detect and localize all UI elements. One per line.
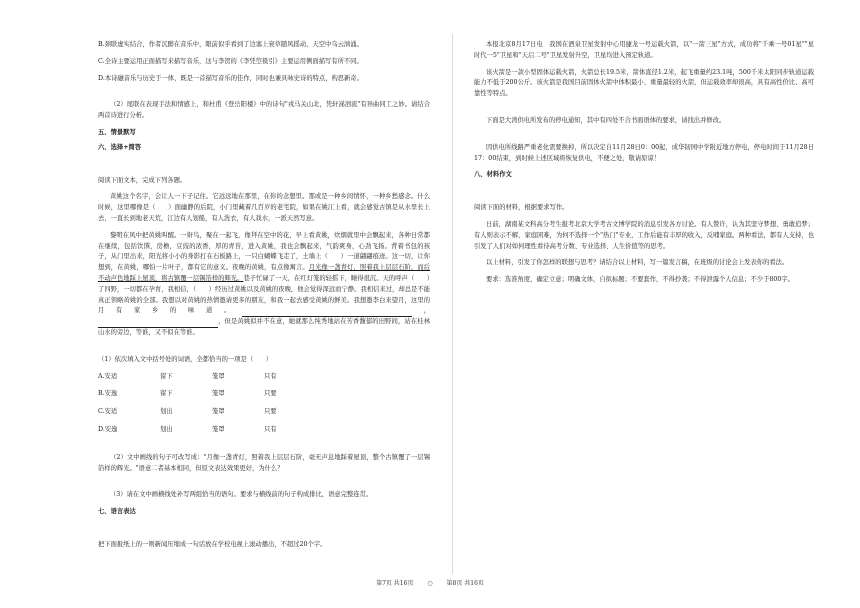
material-paragraph-1: 日前，湖南某文科高分考生报考北京大学考古文博学院的消息引发各方讨论。有人赞许，认为其坚守梦想、勇敢追梦；有人则表示不解，家庭困难，为何不选择一个"热门"专业，工作后能有丰厚的收入，反哺家庭。两种看法，都有人支持，也引发了人们对如何理性看待高考分数、专业选择、人生价值等的思考。 bbox=[474, 220, 814, 250]
power-outage-notice: 因供电所线路严重老化需要换掉，所以决定自11月28日0：00起，成华韧园中学附近地方停电，停电时间于11月28日17：00结束，到时候上述区域将恢复供电，不便之处，敬请原谅！ bbox=[474, 143, 814, 162]
option-word: 只有 bbox=[264, 425, 277, 433]
question-2-poem: （2）尾联在表现手法和情感上，和杜甫《登岳阳楼》中的诗句"戎马关山北，凭轩涕泗流"有异曲同工之妙。请结合两首诗进行分析。 bbox=[98, 101, 430, 120]
option-word: A.安适 bbox=[98, 372, 118, 380]
section-7-heading: 七、语言表达 bbox=[98, 508, 136, 516]
option-word: 笼罩 bbox=[212, 372, 225, 380]
option-word: 留下 bbox=[160, 390, 173, 398]
answer-options bbox=[98, 372, 430, 436]
option-word: 留下 bbox=[160, 372, 173, 380]
option-word: 笼罩 bbox=[212, 390, 225, 398]
question-7: 把下面报纸上的一则新闻压缩成一句话放在学校电视上滚动播出，不超过20个字。 bbox=[98, 540, 327, 548]
fill-blank-line-1 bbox=[242, 308, 412, 317]
option-word: 划出 bbox=[160, 408, 173, 416]
option-word: 只有 bbox=[264, 372, 277, 380]
option-word: C.安适 bbox=[98, 408, 118, 416]
underlined-sentence: 月光像一盏青灯，照着我上层层石阶，而后不动声色地踩上屋顶，将古镇覆一层锡箔样的辉光。 bbox=[98, 264, 431, 282]
material-paragraph-2: 以上材料，引发了你怎样的联想与思考？请结合以上材料，写一篇发言稿，在班级的讨论会上发表你的看法。 bbox=[486, 259, 789, 267]
option-row bbox=[98, 425, 430, 436]
right-column bbox=[474, 40, 814, 292]
passage-paragraph-2: 黎明在风中把黄姚叫醒。一鼾鸟，聚在一起飞，像拜在空中的花，早上看黄姚，炊烟就里中会飘起来，各种日常都在继续，包括饮馔，房檐，豆豉的浓香，厚的青苔，进入黄姚，我也会飘起来，气韵爽身，心劲飞扬。背着书包的孩子，从门里出来，阳光将小小的身影打在石板路上，一只白蝴蝶飞走了，土墙上（ ）一道翩翩痕迹。这一切，让你想到，在黄姚，哪怕一片叶子，都有它的意义。夜晚的黄姚，有点像寓言。月光像一盏青灯，照着我上层层石阶，而后不动声色地踩上屋顶，将古镇覆一层锡箔样的辉光。巷子忙碌了一天，在红灯笼的轻摇下，睡得很沉。天的呼声（ ）了四野，一切都在孕育，我相信，（ ）经历过黄姚以及黄姚的夜晚，他会觉得深远而宁静。我相信来过，却总是不能真正领略黄姚的全部。我想以对黄姚的热情邀请更多的朋友，和我一起去感受黄姚的鲜美。我想邀李白来望月，这里的月有家乡的味道。 ，，但是黄姚似并不在意，她就那么纯秀地站在芳香馥郁的田野间，站在桂林山水的旁边，等谁，又不似在等谁。 bbox=[98, 231, 431, 336]
option-word: 笼罩 bbox=[212, 425, 225, 433]
option-word: 只要 bbox=[264, 390, 277, 398]
writing-prompt: 阅读下面的材料，根据要求写作。 bbox=[474, 204, 569, 212]
section-8-heading: 八、材料作文 bbox=[474, 171, 512, 179]
option-word: D.安逸 bbox=[98, 425, 118, 433]
option-row bbox=[98, 407, 430, 418]
news-paragraph-2: 该火箭是一款小型固体运载火箭，火箭总长19.5米，箭体直径1.2米，起飞重量约23.1吨，500千米太阳同步轨道运载能力不低于200公斤。该火箭是我国目前固体火箭中体积最小、重量最轻的火箭，但运载效率却很高，具有高性价比、高可靠性等特点。 bbox=[474, 68, 814, 98]
option-word: 划出 bbox=[160, 425, 173, 433]
section-5-heading: 五、情景默写 bbox=[98, 128, 136, 136]
column-divider bbox=[452, 34, 453, 574]
question-3: （3）请在文中画横线处补写两组恰当的语句。要求与横线前的句子构成排比，语意完整连贯。 bbox=[110, 491, 373, 499]
fill-blank-line-2 bbox=[98, 319, 218, 328]
option-word: 笼罩 bbox=[212, 408, 225, 416]
passage-paragraph-1: 黄姚这个名字，会让人一下子记住。它远远地在那里，在你的念想里。那或是一种乡间情怀，一种乡愁感念。什么时候，这里哪像是（ ）面幽静的后院，小门里藏着几百岁的老宅院，如果在姚江上看，就会感觉古镇是从水里长上去，一直长到地老天荒，江边有人划船，有人洗衣，有人戏水，一派天然写意。 bbox=[98, 193, 430, 222]
news-paragraph-1: 本报北京8月17日电 我国在酒泉卫星发射中心用捷龙一号运载火箭，以"一箭三星"方式，成功将"千乘一号01星""星时代一5"卫星和"天启二号"卫星发射升空，卫星均进入预定轨道。 bbox=[474, 41, 814, 59]
reading-intro: 阅读下面文本，完成下列各题。 bbox=[98, 176, 187, 184]
writing-requirements: 要求：选准角度，确定立意；明确文体，自拟标题；不要套作，不得抄袭；不得泄露个人信息；不少于800字。 bbox=[486, 276, 794, 284]
option-c: C.全诗主要运用正面描写来描写音乐，这与李贺的《李凭箜篌引》主要运用侧面描写有所不同。 bbox=[98, 57, 363, 65]
question-1: （1）依次填入文中括号处的词语，全都恰当的一项是（ ） bbox=[98, 355, 273, 363]
section-6-heading: 六、选择+简答 bbox=[98, 143, 142, 151]
notice-intro: 下面是大湾供电所发布的停电通知，其中有四处不合书面语体的要求，请找出并修改。 bbox=[486, 116, 726, 124]
page-number-left: 第7页 共16页 bbox=[376, 580, 414, 587]
page-separator: ○ bbox=[427, 580, 433, 587]
option-word: 只要 bbox=[264, 408, 277, 416]
page-number-right: 第8页 共16页 bbox=[446, 580, 484, 587]
option-d: D.本诗融音乐与历史于一体，既是一首描写音乐的佳作，同时也兼具咏史诗的特点，构思新奇。 bbox=[98, 74, 363, 82]
option-word: B.安逸 bbox=[98, 390, 118, 398]
question-2-rewrite: （2）文中画线的句子可改写成："月像一盏青灯，照着我上层层石阶，毫无声息地踩着屋顶，整个古镇覆了一层锡箔样的辉光。"语意二者基本相同，但原文表达效果更好，为什么？ bbox=[98, 453, 430, 472]
option-row bbox=[98, 389, 430, 400]
page-footer bbox=[0, 578, 860, 587]
left-column bbox=[98, 40, 430, 557]
option-b: B.颈联虚实结合，作者沉醉在音乐中，眼前似乎看到了边塞上衰草随风摇动，天空中乌云汹涌。 bbox=[98, 41, 363, 48]
option-row bbox=[98, 372, 430, 383]
